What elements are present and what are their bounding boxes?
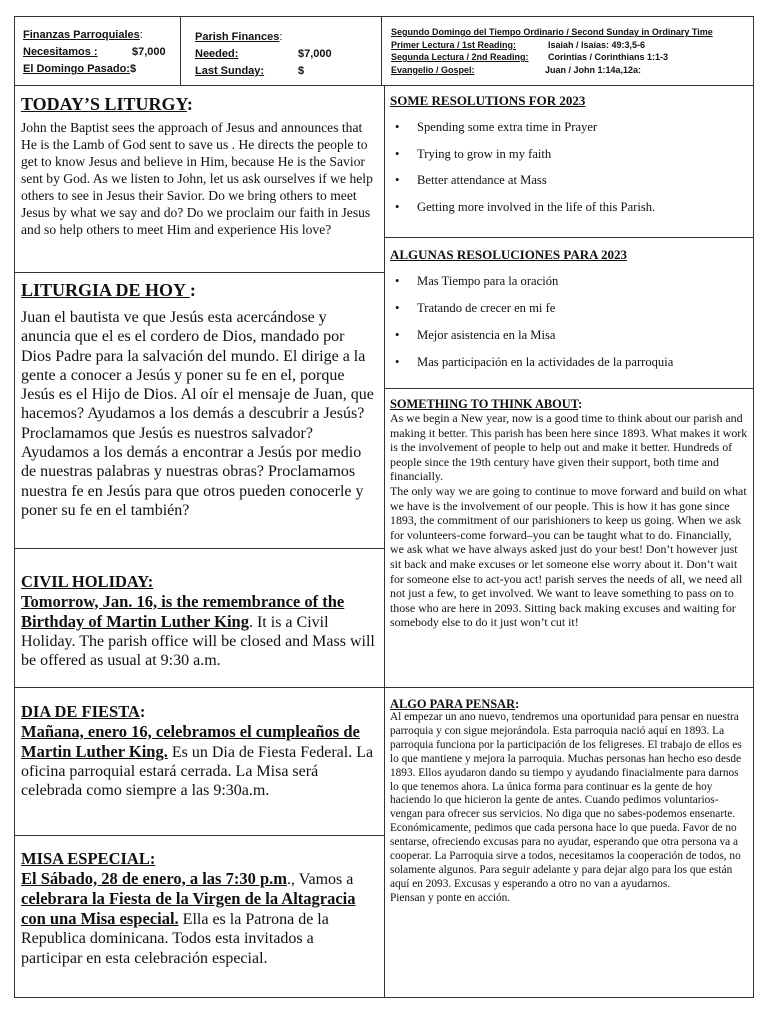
finances-en-last-label: Last Sunday: [195,65,265,77]
todays-liturgy-heading: TODAY’S LITURGY [21,94,187,114]
something-to-think-about-section: SOMETHING TO THINK ABOUT: As we begin a New year, now is a good time to think about our parish and making it better. This parish has been here since 1893. What makes it work is the involvement of people to help out and make it better. Hundreds of people since the 19th century have given their support, both time and financially. The only way we are going to continue to move forward and build on what we have is the involvement of our people. This is how it has gone since 1893, the commitment of our parishioners to keep us going. When we ask for volunteers-come forward–you can be taught what to do. Financially, we ask what we have always asked just do your best! Don’t however just sit back and make excuses or let someone else worry about it. Don’t wait for someone else to act-you act! parish serves the needs of all, we need all not just a few, to get involved. We want to leave something to pass on to those who are here in 2093. Sitting back making excuses and waiting for somebody else to do it just won’t cut it! [385,388,753,686]
first-reading-label: Primer Lectura / 1st Reading: [391,39,517,50]
fiesta-text: Es un Dia de Fiesta Federal. La oficina parroquial estará cerrada. La Misa será celebrada como siempre a las 9:30a.m. [21,743,374,800]
resolution-item [390,301,748,316]
misa-bold-date: El Sábado, 28 de enero, a las 7:30 p.m [21,868,288,888]
resolutions-en-list [390,120,748,215]
finances-en-last-value: $ [298,65,305,77]
resolution-item [390,274,748,289]
pensar-heading: ALGO PARA PENSAR [390,697,516,711]
resolutions-es-list [390,274,748,370]
fiesta-heading: DIA DE FIESTA [21,702,140,721]
bullet-icon: • [395,328,400,342]
liturgia-body: Juan el bautista ve que Jesús esta acercándose y anuncia que el es el cordero de Dios, mandado por Dios Padre para la salvación del mundo. El dirige a la gente a conocer a Jesús y poner su fe en el, porque Jesús es el Hijo de Dios. Al oír el mensaje de Juan, que hacemos? Ayudamos a los demás a descubrir a Jesús? Proclamamos que Jesús es nuestros salvador? Ayudamos a los demás a encontrar a Jesús por medio de nuestras palabras y nuestras obras? Proclamamos nuestra fe en Jesús para que otros pueden conocerle y poner su fe en el también? [21,309,374,519]
resolution-item [390,355,748,370]
readings-title: Segundo Domingo del Tiempo Ordinario / Second Sunday in Ordinary Time [391,27,713,37]
resolution-text: Tratando de crecer en mi fe [417,301,556,315]
liturgia-heading: LITURGIA DE HOY [21,280,190,300]
finances-es-needed-label: Necesitamos : [23,46,98,58]
misa-mid-text: ., Vamos a [287,870,354,888]
bullet-icon: • [395,146,400,161]
bullet-icon: • [395,173,400,187]
civil-holiday-section [15,548,384,686]
todays-liturgy-section: TODAY’S LITURGY: John the Baptist sees the approach of Jesus and announces that He is the Lamb of God sent to save us . He directs the people to get to know Jesus and believe in Him, because He is the Savior sent by God. As we listen to John, let us ask ourselves if we help others to see in Jesus their Savior. Do we bring others to meet Jesus by what we say and do? Do we proclaim our faith in Jesus and so help others to meet Him and experience His love? [15,93,384,265]
fiesta-bold: Mañana, enero 16, celebramos el cumpleaños de Martin Luther King. [21,721,360,761]
second-reading-label: Segunda Lectura / 2nd Reading: [391,52,529,62]
civil-holiday-heading: CIVIL HOLIDAY: [21,572,154,591]
second-reading-value: Corintias / Corinthians 1:1-3 [548,52,669,62]
resolutions-es-heading: ALGUNAS RESOLUCIONES PARA 2023 [390,247,628,262]
finances-en-needed-value: $7,000 [298,48,332,60]
first-reading-value: Isaiah / Isaías: 49:3,5-6 [548,39,646,50]
resolution-text: Getting more involved in the life of this Parish. [417,199,656,214]
finances-es-last-label: El Domingo Pasado: [23,63,130,75]
finances-en-title: Parish Finances [195,31,280,43]
think-paragraph-1: As we begin a New year, now is a good time to think about our parish and making it better. This parish has been here since 1893. What makes it work is the involvement of people to help out and make it better. Hundreds of people since the 19th century have given their support, both time and financially. [390,411,748,484]
finances-es-title: Finanzas Parroquiales [23,29,140,41]
resolution-item [390,120,748,135]
finances-en-needed-label: Needed: [195,48,239,60]
resolution-text: Mas participación en la actividades de la parroquia [417,355,674,369]
resolution-item [390,200,748,215]
finances-es-needed-value: $7,000 [132,46,166,58]
resolution-text: Better attendance at Mass [417,173,547,187]
algo-para-pensar-section: ALGO PARA PENSAR: Al empezar un ano nuevo, tendremos una oportunidad para pensar en nuestra parroquia y con sigue mejorándola. Esta parroquia nació aquí en 1893. La parroquia funciona por la participación de los feligreses. El trabajo de ellos es lo que mantiene y mejora la parroquia. Muchas personas han hecho eso desde 1893. Ellos ayudaron dando su tiempo y ayudando finacialmente para darnos lo que tenemos ahora. La única forma para continuar es la gente de hoy haciendo lo que hicieron la gente de antes. Cuando pedimos voluntarios-vengan para ofrecer sus servicios. No diga que no sabes-podemos ensenarte. Económicamente, pedimos que cada persona hace lo que pueda. Favor de no sentarse, ofreciendo excusas para no ayudar, esperando que otra persona va a cooperar. La Parroquia sirve a todos, necesitamos la cooperación de todos, no solamente algunos. Para seguir adelante y para dejar algo para los que están aquí en 2093. Excusas y esperando a otro no van a ayudarnos. Piensan y ponte en acción. [385,687,753,997]
resolutions-es-section [385,237,753,387]
misa-heading: MISA ESPECIAL: [21,849,156,868]
finances-es-last-value: $ [130,63,137,75]
todays-liturgy-body: John the Baptist sees the approach of Jesus and announces that He is the Lamb of God sent to save us . He directs the people to get to know Jesus and believe in Him, because He is the Savior sent by God. As we listen to John, let us ask ourselves if we help others to see in Jesus their Savior. Do we bring others to meet Jesus by what we say and do? Do we proclaim our faith in Jesus and so help others to meet Him and experience His love? [21,120,373,237]
resolution-item [390,173,748,188]
gospel-label: Evangelio / Gospel: [391,64,475,75]
resolutions-en-section [385,93,753,236]
pensar-paragraph-1: Al empezar un ano nuevo, tendremos una oportunidad para pensar en nuestra parroquia y con sigue mejorándola. Esta parroquia nació aquí en 1893. La parroquia funciona por la participación de los feligreses. El trabajo de ellos es lo que mantiene y mejora la parroquia. Muchas personas han hecho eso desde 1893. Ellos ayudaron dando su tiempo y ayudando finacialmente para darnos lo que tenemos ahora. La única forma para continuar es la gente de hoy haciendo lo que hicieron la gente de antes. Cuando pedimos voluntarios-vengan para ofrecer sus servicios. No diga que no sabes-podemos ensenarte. Económicamente, pedimos que cada persona hace lo que pueda. Favor de no sentarse, ofreciendo excusas para no ayudar, esperando que otra persona va a cooperar. La Parroquia sirve a todos, necesitamos la cooperación de todos, no solamente algunos. Para seguir adelante y para dejar algo para los que están aquí en 2093. Excusas y esperando a otro no van a ayudarnos. [390,711,742,890]
think-paragraph-2: The only way we are going to continue to move forward and build on what we have is the involvement of our people. This is how it has gone since 1893, the commitment of our parishioners to keep us going. When we ask for volunteers-come forward–you can be taught what to do. Financially, we ask what we have always asked just do your best! Don’t however just sit back and make excuses or let someone else worry about it. Don’t wait for someone else to act-you act! parish serves the needs of all, we need all not just a few, to get involved. We want to leave something to pass on to those who are here in 2093. Sitting back making excuses and waiting for somebody else to do it just won’t cut it! [390,483,747,630]
resolution-text: Mas Tiempo para la oración [417,274,559,288]
bullet-icon: • [395,274,400,288]
resolutions-en-heading: SOME RESOLUTIONS FOR 2023 [390,93,586,108]
liturgia-de-hoy-section: LITURGIA DE HOY : Juan el bautista ve que Jesús esta acercándose y anuncia que el es el cordero de Dios, mandado por Dios Padre para la salvación del mundo. El dirige a la gente a conocer a Jesús y poner su fe en el, porque Jesús es el Hijo de Dios. Al oír el mensaje de Juan, que hacemos? Ayudamos a los demás a descubrir a Jesús? Proclamamos que Jesús es nuestros salvador? Ayudamos a los demás a encontrar a Jesús por medio de nuestras palabras y nuestras obras? Proclamamos nuestra fe en Jesús para que otros pueden conocerle y poner su fe en el también? [15,272,384,547]
misa-especial-section [15,835,384,997]
bullet-icon: • [395,301,400,315]
civil-holiday-text: . It is a Civil Holiday. The parish office will be closed and Mass will be offered as usual at 9:30 a.m. [21,613,375,670]
resolution-text: Spending some extra time in Prayer [417,120,598,134]
resolution-item [390,147,748,162]
resolution-text: Mejor asistencia en la Misa [417,328,556,342]
resolution-text: Trying to grow in my faith [417,146,552,161]
think-heading: SOMETHING TO THINK ABOUT [390,397,579,411]
gospel-value: Juan / John 1:14a,12a: [545,64,642,75]
resolution-item [390,328,748,343]
readings-box [382,17,753,85]
misa-text: Ella es la Patrona de la Republica dominicana. Todos esta invitados a participar en esta celebración especial. [21,911,329,967]
misa-bold-event: celebrara la Fiesta de la Virgen de la Altagracia con una Misa especial. [21,888,356,929]
bullet-icon: • [395,355,400,369]
bullet-icon: • [395,199,400,214]
pensar-paragraph-2: Piensan y ponte en acción. [390,891,511,904]
finances-en-box: Parish Finances: Needed: $7,000 Last Sunday: $ [181,17,382,85]
civil-holiday-bold: Tomorrow, Jan. 16, is the remembrance of the Birthday of Martin Luther King [21,591,345,631]
dia-de-fiesta-section: DIA DE FIESTA: Mañana, enero 16, celebramos el cumpleaños de Martin Luther King. Es un Dia de Fiesta Federal. La oficina parroquial estará cerrada. La Misa será celebrada como siempre a las 9:30a.m. [15,687,384,834]
finances-es-box: Finanzas Parroquiales: Necesitamos : $7,000 El Domingo Pasado: $ [15,17,181,85]
bullet-icon: • [395,120,400,134]
